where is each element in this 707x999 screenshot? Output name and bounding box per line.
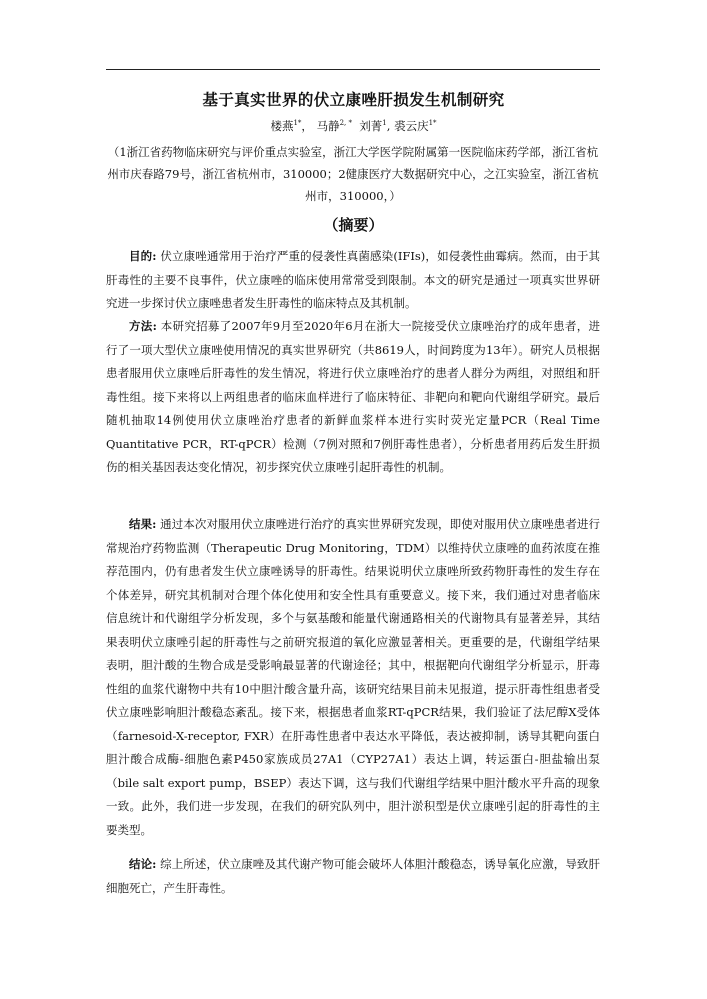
header-rule [106,69,600,70]
section-text: 综上所述，伏立康唑及其代谢产物可能会破坏人体胆汁酸稳态，诱导氧化应激，导致肝细胞死亡，产生肝毒性。 [106,857,600,895]
author-affiliation-mark: 1* [428,119,437,127]
author-name: 刘菁 [359,119,383,133]
author-name: 裘云庆 [394,119,429,133]
paper-title: 基于真实世界的伏立康唑肝损发生机制研究 [202,91,505,109]
abstract-objective [106,245,600,316]
section-label: 目的: [129,249,157,263]
section-text: 伏立康唑通常用于治疗严重的侵袭性真菌感染(IFIs)，如侵袭性曲霉病。然而，由于其肝毒性的主要不良事件，伏立康唑的临床使用常常受到限制。本文的研究是通过一项真实世界研究进一步探讨伏立康唑患者发生肝毒性的临床特点及其机制。 [106,249,601,310]
author-list: 楼燕$^{1*}$， 马静$^{2, *}$ 刘菁$^1$, 裘云庆$^{1*}$ [270,119,437,133]
affiliations: （1浙江省药物临床研究与评价重点实验室，浙江大学医学院附属第一医院临床药学部，浙江省杭州市庆春路79号，浙江省杭州市，310000；2健康医疗大数据研究中心，之江实验室，浙江省杭州市，310000，） [107,145,599,203]
author-affiliation-mark: 2, * [339,119,352,127]
abstract-conclusion [106,853,600,900]
abstract-methods [106,315,600,480]
section-text: 通过本次对服用伏立康唑进行治疗的真实世界研究发现，即使对服用伏立康唑患者进行常规治疗药物监测（Therapeutic Drug Monitoring，TDM）以维持伏立康唑的血药浓度在推荐范围内，仍有患者发生伏立康唑诱导的肝毒性。结果说明伏立康唑所致药物肝毒性的发生存在个体差异，研究其机制对合理个体化使用和安全性具有重要意义。接下来，我们通过对患者临床信息统计和代谢组学分析发现，多个与氨基酸和能量代谢通路相关的代谢物具有显著差异，其结果表明伏立康唑引起的肝毒性与之前研究报道的氧化应激显著相关。更重要的是，代谢组学结果表明，胆汁酸的生物合成是受影响最显著的代谢途径；其中，根据靶向代谢组学分析显示，肝毒性组的血浆代谢物中共有10中胆汁酸含量升高，该研究结果目前未见报道，提示肝毒性组患者受伏立康唑影响胆汁酸稳态紊乱。接下来，根据患者血浆RT-qPCR结果，我们验证了法尼醇X受体（farnesoid-X-receptor, FXR）在肝毒性患者中表达水平降低，表达被抑制，诱导其靶向蛋白胆汁酸合成酶-细胞色素P450家族成员27A1（CYP27A1）表达上调，转运蛋白-胆盐输出泵（bile salt export pump，BSEP）表达下调，这与我们代谢组学结果中胆汁酸水平升高的现象一致。此外，我们进一步发现，在我们的研究队列中，胆汁淤积型是伏立康唑引起的肝毒性的主要类型。 [106,517,600,837]
section-text: 本研究招募了2007年9月至2020年6月在浙大一院接受伏立康唑治疗的成年患者，进行了一项大型伏立康唑使用情况的真实世界研究（共8619人，时间跨度为13年）。研究人员根据患者服用伏立康唑后肝毒性的发生情况，将进行伏立康唑治疗的患者人群分为两组，对照组和肝毒性组。接下来将以上两组患者的临床血样进行了临床特征、非靶向和靶向代谢组学研究。最后随机抽取14例使用伏立康唑治疗患者的新鲜血浆样本进行实时荧光定量PCR（Real Time Quantitative PCR，RT-qPCR）检测（7例对照和7例肝毒性患者），分析患者用药后发生肝损伤的相关基因表达变化情况，初步探究伏立康唑引起肝毒性的机制。 [106,319,600,474]
author-name: 马静 [316,119,340,133]
section-label: 结果: [129,517,157,531]
author-affiliation-mark: 1 [382,119,387,127]
section-label: 方法: [129,319,157,333]
author-affiliation-mark: 1* [293,119,302,127]
abstract-results [106,513,600,842]
author-name: 楼燕 [270,119,294,133]
section-label: 结论: [129,857,157,871]
abstract-heading: （摘要） [323,216,384,234]
